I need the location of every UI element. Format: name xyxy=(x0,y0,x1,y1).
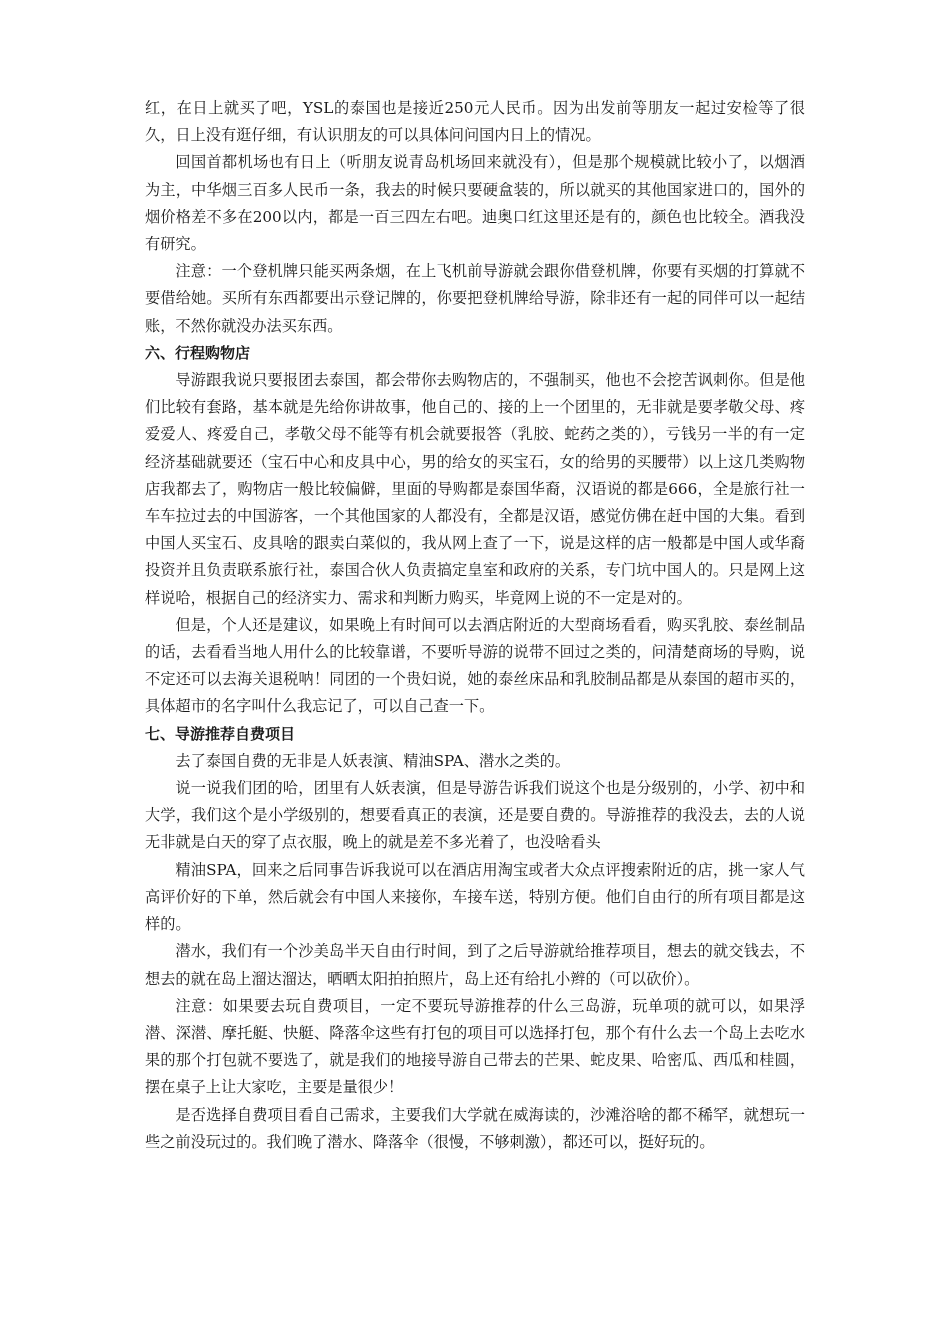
paragraph-diving: 潜水，我们有一个沙美岛半天自由行时间，到了之后导游就给推荐项目，想去的就交钱去，不想去的就在岛上溜达溜达，晒晒太阳拍拍照片，岛上还有给扎小辫的（可以砍价）。 xyxy=(145,942,805,988)
paragraph-spa: 精油SPA，回来之后同事告诉我说可以在酒店用淘宝或者大众点评搜索附近的店，挑一家人气高评价好的下单，然后就会有中国人来接你，车接车送，特别方便。他们自由行的所有项目都是这样的。 xyxy=(145,860,805,934)
document-body xyxy=(145,95,805,1156)
paragraph-beijing-airport-duty-free: 回国首都机场也有日上（听朋友说青岛机场回来就没有），但是那个规模就比较小了，以烟酒为主，中华烟三百多人民币一条，我去的时候只要硬盒装的，所以就买的其他国家进口的，国外的烟价格差不多在200以内，都是一百三四左右吧。迪奥口红这里还是有的，颜色也比较全。酒我没有研究。 xyxy=(145,153,805,254)
paragraph-conclusion: 是否选择自费项目看自己需求，主要我们大学就在威海读的，沙滩浴啥的都不稀罕，就想玩一些之前没玩过的。我们晚了潜水、降落伞（很慢，不够刺激），都还可以，挺好玩的。 xyxy=(145,1105,805,1151)
paragraph-shopping-stores: 导游跟我说只要报团去泰国，都会带你去购物店的，不强制买，他也不会挖苦讽刺你。但是他们比较有套路，基本就是先给你讲故事，他自己的、接的上一个团里的，无非就是要孝敬父母、疼爱爱人、疼爱自己，孝敬父母不能等有机会就要报答（乳胶、蛇药之类的），亏钱另一半的有一定经济基础就要还（宝石中心和皮具中心，男的给女的买宝石，女的给男的买腰带）以上这几类购物店我都去了，购物店一般比较偏僻，里面的导购都是泰国华裔，汉语说的都是666，全是旅行社一车车拉过去的中国游客，一个其他国家的人都没有，全都是汉语，感觉仿佛在赶中国的大集。看到中国人买宝石、皮具啥的跟卖白菜似的，我从网上查了一下，说是这样的店一般都是中国人或华裔投资并且负责联系旅行社，泰国合伙人负责搞定皇室和政府的关系，专门坑中国人的。只是网上这样说哈，根据自己的经济实力、需求和判断力购买，毕竟网上说的不一定是对的。 xyxy=(145,371,805,607)
paragraph-show: 说一说我们团的哈，团里有人妖表演，但是导游告诉我们说这个也是分级别的，小学、初中和大学，我们这个是小学级别的，想要看真正的表演，还是要自费的。导游推荐的我没去，去的人说无非就是白天的穿了点衣服，晚上的就是差不多光着了，也没啥看头 xyxy=(145,779,805,852)
paragraph-duty-free-lipstick: 红，在日上就买了吧，YSL的泰国也是接近250元人民币。因为出发前等朋友一起过安检等了很久，日上没有逛仔细，有认识朋友的可以具体问问国内日上的情况。 xyxy=(145,99,805,145)
section-heading-optional-activities: 七、导游推荐自费项目 xyxy=(145,724,296,743)
paragraph-shopping-advice: 但是，个人还是建议，如果晚上有时间可以去酒店附近的大型商场看看，购买乳胶、泰丝制品的话，去看看当地人用什么的比较靠谱，不要听导游的说带不回过之类的，问清楚商场的导购，说不定还可以去海关退税呐！同团的一个贵妇说，她的泰丝床品和乳胶制品都是从泰国的超市买的，具体超市的名字叫什么我忘记了，可以自己查一下。 xyxy=(145,615,805,716)
paragraph-optional-note: 注意：如果要去玩自费项目，一定不要玩导游推荐的什么三岛游，玩单项的就可以，如果浮潜、深潜、摩托艇、快艇、降落伞这些有打包的项目可以选择打包，那个有什么去一个岛上去吃水果的那个打包就不要选了，就是我们的地接导游自己带去的芒果、蛇皮果、哈密瓜、西瓜和桂圆，摆在桌子上让大家吃，主要是量很少！ xyxy=(145,996,805,1097)
paragraph-optional-intro: 去了泰国自费的无非是人妖表演、精油SPA、潜水之类的。 xyxy=(175,751,571,770)
paragraph-boarding-pass-note: 注意：一个登机牌只能买两条烟，在上飞机前导游就会跟你借登机牌，你要有买烟的打算就不要借给她。买所有东西都要出示登记牌的，你要把登机牌给导游，除非还有一起的同伴可以一起结账，不然你就没办法买东西。 xyxy=(145,262,805,335)
section-heading-shopping-stores: 六、行程购物店 xyxy=(145,343,251,362)
